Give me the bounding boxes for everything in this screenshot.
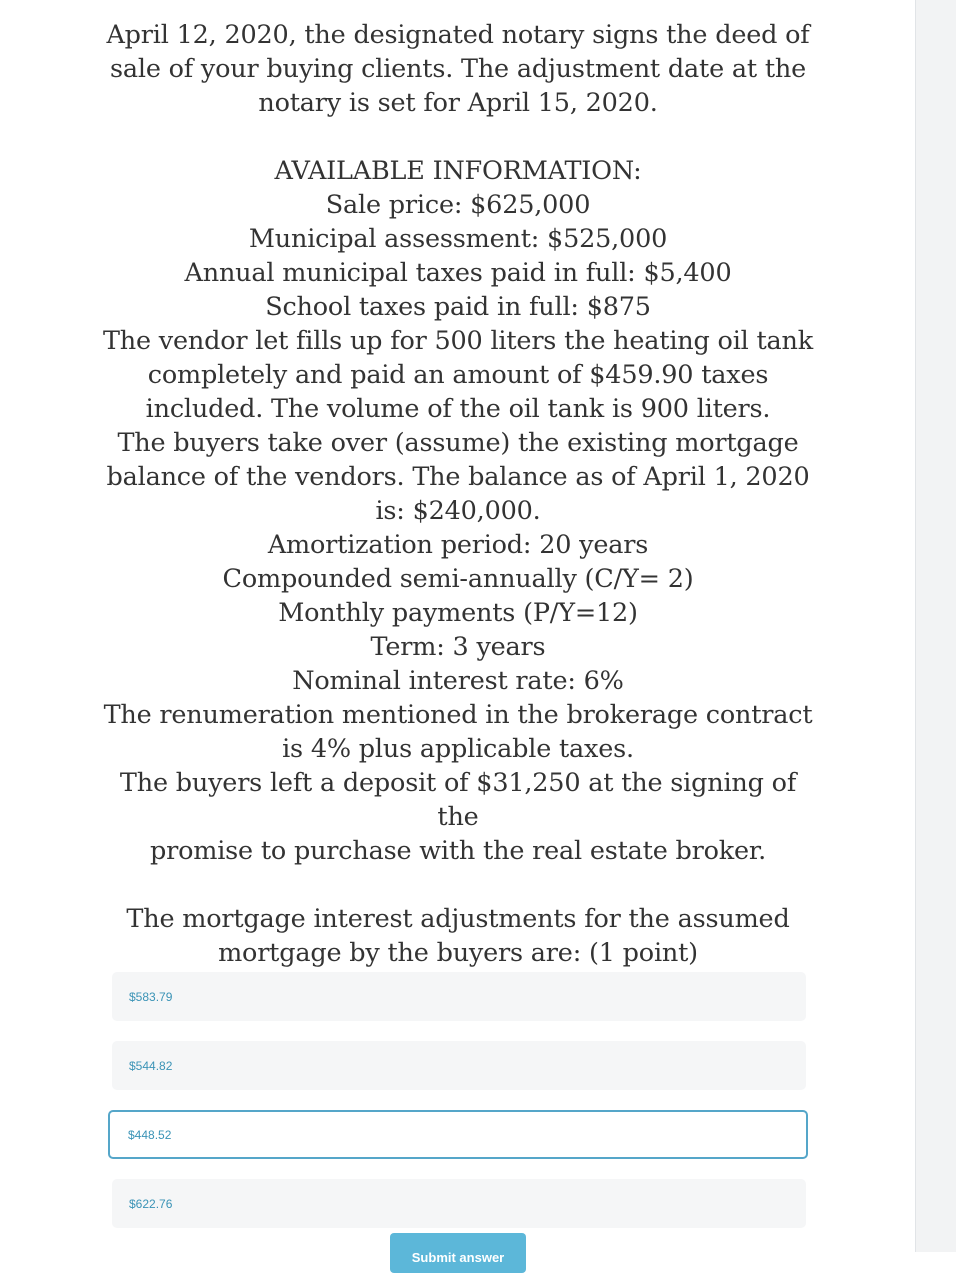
info-line: is 4% plus applicable taxes.	[282, 734, 634, 764]
info-line: Monthly payments (P/Y=12)	[278, 598, 638, 628]
info-line: included. The volume of the oil tank is 900 liters.	[145, 394, 771, 424]
info-line: is: $240,000.	[375, 496, 541, 526]
info-line: Nominal interest rate: 6%	[292, 666, 624, 696]
answer-options	[112, 972, 806, 1248]
answer-option-label: $583.79	[129, 989, 173, 1004]
answer-option-3-selected[interactable]	[108, 1110, 808, 1159]
info-line: Sale price: $625,000	[325, 190, 591, 220]
answer-option-2[interactable]	[112, 1041, 806, 1090]
question-content	[100, 18, 816, 970]
question-line: mortgage by the buyers are: (1 point)	[218, 938, 698, 968]
submit-answer-button[interactable]: Submit answer	[390, 1233, 526, 1273]
info-line: Annual municipal taxes paid in full: $5,400	[184, 258, 732, 288]
intro-line: sale of your buying clients. The adjustment date at the	[110, 54, 806, 84]
info-line: balance of the vendors. The balance as of April 1, 2020	[106, 462, 810, 492]
info-line: School taxes paid in full: $875	[265, 292, 651, 322]
info-heading: AVAILABLE INFORMATION:	[274, 156, 642, 186]
intro-line: notary is set for April 15, 2020.	[258, 88, 658, 118]
answer-option-1[interactable]	[112, 972, 806, 1021]
answer-option-label: $622.76	[129, 1196, 173, 1211]
available-information	[100, 154, 816, 868]
answer-option-4[interactable]	[112, 1179, 806, 1228]
info-line: The buyers left a deposit of $31,250 at the signing of the	[119, 768, 797, 832]
info-line: Municipal assessment: $525,000	[248, 224, 668, 254]
question-line: The mortgage interest adjustments for the assumed	[126, 904, 790, 934]
answer-option-label: $448.52	[128, 1127, 172, 1142]
info-line: Term: 3 years	[370, 632, 546, 662]
info-line: The renumeration mentioned in the brokerage contract	[103, 700, 813, 730]
info-line: Compounded semi-annually (C/Y= 2)	[222, 564, 694, 594]
info-line: The vendor let fills up for 500 liters the heating oil tank	[102, 326, 814, 356]
right-side-panel	[915, 0, 956, 1252]
intro-line: April 12, 2020, the designated notary signs the deed of	[106, 20, 810, 50]
intro-block	[100, 18, 816, 120]
info-line: promise to purchase with the real estate broker.	[149, 836, 767, 866]
info-line: The buyers take over (assume) the existing mortgage	[117, 428, 799, 458]
question-prompt	[100, 902, 816, 970]
answer-option-label: $544.82	[129, 1058, 173, 1073]
info-line: completely and paid an amount of $459.90 taxes	[147, 360, 769, 390]
info-line: Amortization period: 20 years	[267, 530, 649, 560]
